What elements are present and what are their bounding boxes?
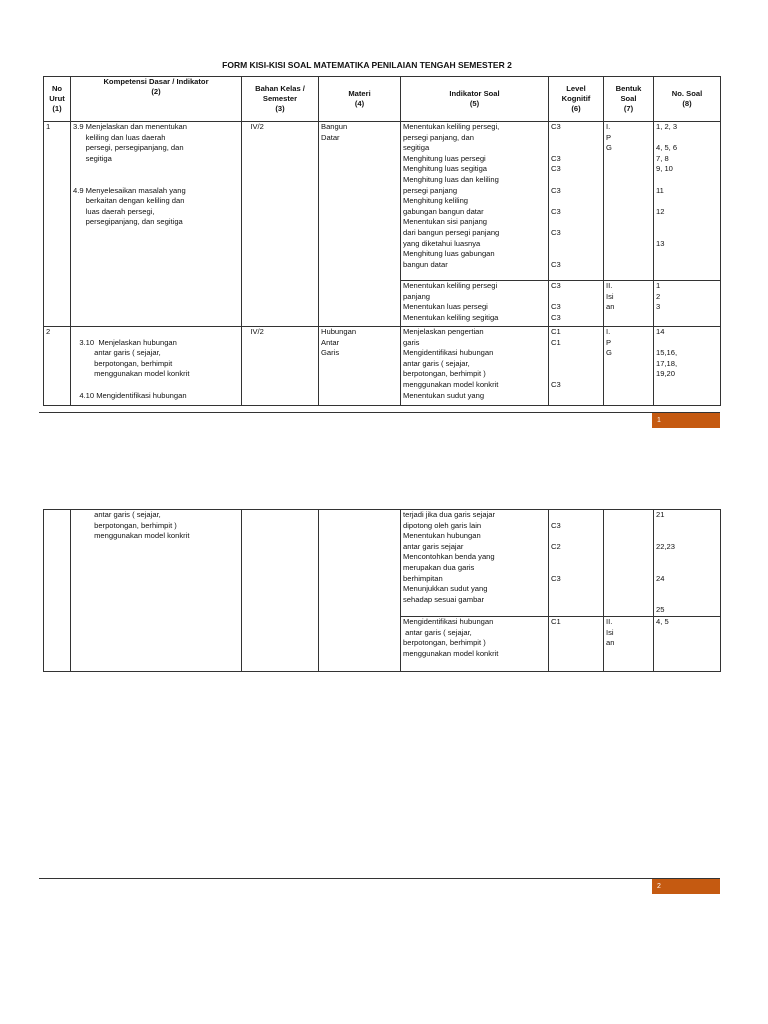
no-soal-cell: 21 22,23 24 25 [654, 510, 721, 617]
kompetensi-dasar-cell: 3.10 Menjelaskan hubungan antar garis ( sejajar, berpotongan, berhimpit menggunakan model konkrit 4.10 Mengidentifikasi hubungan [71, 327, 242, 406]
indikator-soal-cell: Mengidentifikasi hubungan antar garis ( sejajar, berpotongan, berhimpit ) menggunakan model konkrit [401, 616, 549, 671]
header-no-soal: No. Soal (8) [654, 77, 721, 122]
header-row [44, 77, 721, 122]
bahan-kelas-cell [242, 510, 319, 672]
header-materi: Materi (4) [319, 77, 401, 122]
materi-cell: Hubungan Antar Garis [319, 327, 401, 406]
level-kognitif-cell: C3 C3 C3 [549, 281, 604, 327]
bentuk-soal-cell: I. P G [604, 122, 654, 281]
header-bahan-kelas: Bahan Kelas / Semester (3) [242, 77, 319, 122]
level-kognitif-cell: C3 C3 C3 C3 C3 C3 C3 [549, 122, 604, 281]
bentuk-soal-cell: II. Isi an [604, 616, 654, 671]
row-number: 2 [44, 327, 71, 406]
level-kognitif-cell: C3 C2 C3 [549, 510, 604, 617]
row-number: 1 [44, 122, 71, 327]
bahan-kelas-cell: IV/2 [242, 327, 319, 406]
level-kognitif-cell: C1 [549, 616, 604, 671]
page-number-badge: 2 [652, 879, 720, 894]
page-1-footer-line [39, 412, 720, 413]
kisi-kisi-table-page-2 [43, 509, 721, 672]
bentuk-soal-cell: I. P G [604, 327, 654, 406]
materi-cell [319, 510, 401, 672]
materi-cell: Bangun Datar [319, 122, 401, 327]
indikator-soal-cell: Menjelaskan pengertian garis Mengidentifikasi hubungan antar garis ( sejajar, berpotongan, berhimpit ) menggunakan model konkrit Menentukan sudut yang [401, 327, 549, 406]
page-2-footer-line [39, 878, 720, 879]
header-no-urut: No Urut (1) [44, 77, 71, 122]
no-soal-cell: 1 2 3 [654, 281, 721, 327]
page-number-badge: 1 [652, 413, 720, 428]
header-kompetensi-dasar: Kompetensi Dasar / Indikator (2) [71, 77, 242, 122]
no-soal-cell: 14 15,16, 17,18, 19,20 [654, 327, 721, 406]
indikator-soal-cell: terjadi jika dua garis sejajar dipotong oleh garis lain Menentukan hubungan antar garis sejajar Mencontohkan benda yang merupakan dua garis berhimpitan Menunjukkan sudut yang sehadap sesuai gambar [401, 510, 549, 617]
header-bentuk-soal: Bentuk Soal (7) [604, 77, 654, 122]
form-title: FORM KISI-KISI SOAL MATEMATIKA PENILAIAN TENGAH SEMESTER 2 [222, 60, 512, 70]
header-indikator-soal: Indikator Soal (5) [401, 77, 549, 122]
table-row [44, 327, 721, 406]
indikator-soal-cell: Menentukan keliling persegi panjang Menentukan luas persegi Menentukan keliling segitiga [401, 281, 549, 327]
bentuk-soal-cell: II. Isi an [604, 281, 654, 327]
no-soal-cell: 4, 5 [654, 616, 721, 671]
table-row [44, 510, 721, 617]
row-number [44, 510, 71, 672]
no-soal-cell: 1, 2, 3 4, 5, 6 7, 8 9, 10 11 12 13 [654, 122, 721, 281]
table-row [44, 122, 721, 281]
kisi-kisi-table-page-1 [43, 76, 721, 406]
bentuk-soal-cell [604, 510, 654, 617]
header-level-kognitif: Level Kognitif (6) [549, 77, 604, 122]
level-kognitif-cell: C1 C1 C3 [549, 327, 604, 406]
bahan-kelas-cell: IV/2 [242, 122, 319, 327]
kompetensi-dasar-cell: 3.9 Menjelaskan dan menentukan keliling dan luas daerah persegi, persegipanjang, dan segitiga 4.9 Menyelesaikan masalah yang berkaitan dengan keliling dan luas daerah persegi, persegipanjang, dan segitiga [71, 122, 242, 327]
kompetensi-dasar-cell: antar garis ( sejajar, berpotongan, berhimpit ) menggunakan model konkrit [71, 510, 242, 672]
indikator-soal-cell: Menentukan keliling persegi, persegi panjang, dan segitiga Menghitung luas persegi Menghitung luas segitiga Menghitung luas dan keliling persegi panjang Menghitung keliling gabungan bangun datar Menentukan sisi panjang dari bangun persegi panjang yang diketahui luasnya Menghitung luas gabungan bangun datar [401, 122, 549, 281]
